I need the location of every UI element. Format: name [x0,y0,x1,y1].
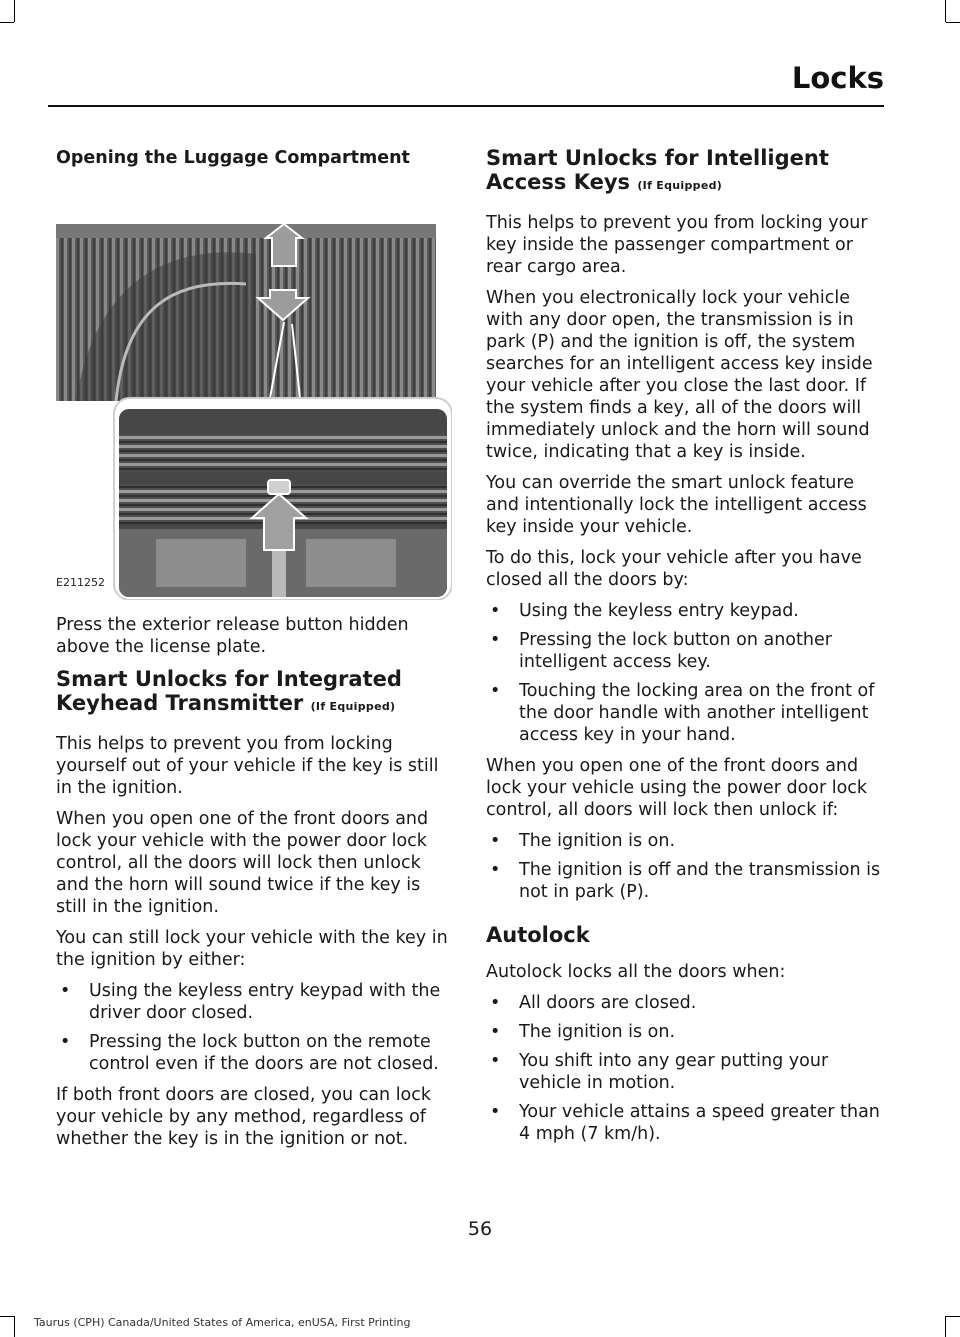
list-item: • Pressing the lock button on another intelligent access key. [486,629,882,673]
list-item: • Using the keyless entry keypad with the driver door closed. [56,980,452,1024]
crop-mark [946,22,960,23]
section-heading-intelligent [486,146,882,198]
section-heading-autolock: Autolock [486,923,590,947]
page-title: Locks [791,61,884,95]
left-column [56,146,452,1159]
paragraph: Autolock locks all the doors when: [486,962,786,982]
list-item: • All doors are closed. [486,992,882,1014]
heading-text: Smart Unlocks for Intelligent Access Keys [486,146,829,194]
paragraph: To do this, lock your vehicle after you have closed all the doors by: [486,548,862,590]
bullet-list [486,830,882,903]
if-equipped-tag: (If Equipped) [637,179,723,192]
figure-title: Opening the Luggage Compartment [56,148,410,168]
crop-mark [14,1316,15,1337]
heading-text: Smart Unlocks for Integrated Keyhead Transmitter [56,667,402,715]
paragraph: If both front doors are closed, you can lock your vehicle by any method, regardless of whether the key is in the ignition or not. [56,1085,432,1149]
paragraph: When you electronically lock your vehicle with any door open, the transmission is in park (P) and the ignition is off, the system searches for an intelligent access key inside your vehicle after you close the last door. If the system finds a key, all of the doors will immediately unlock and the horn will sound twice, indicating that a key is inside. [486,288,873,462]
crop-mark [946,1316,960,1317]
trunk-release-diagram [56,184,452,600]
list-item: • Your vehicle attains a speed greater than 4 mph (7 km/h). [486,1101,882,1145]
crop-mark [945,0,946,22]
paragraph: You can still lock your vehicle with the key in the ignition by either: [56,928,448,970]
list-item: • The ignition is on. [486,1021,882,1043]
bullet-list [56,980,452,1075]
crop-mark [945,1316,946,1337]
paragraph: You can override the smart unlock feature and intentionally lock the intelligent access key inside your vehicle. [486,473,867,537]
crop-mark [0,1316,14,1317]
release-instruction: Press the exterior release button hidden above the license plate. [56,615,409,657]
list-item: • The ignition is on. [486,830,882,852]
document-footer: Taurus (CPH) Canada/United States of America, enUSA, First Printing [34,1316,411,1329]
crop-mark [14,0,15,22]
luggage-compartment-illustration [56,184,452,600]
bullet-list [486,992,882,1145]
paragraph: When you open one of the front doors and lock your vehicle with the power door lock control, all the doors will lock then unlock and the horn will sound twice if the key is still in the ignition. [56,809,429,917]
list-item: • The ignition is off and the transmission is not in park (P). [486,859,882,903]
paragraph: This helps to prevent you from locking your key inside the passenger compartment or rear cargo area. [486,213,868,277]
bullet-list [486,600,882,746]
right-column [486,146,882,1154]
list-item: • Touching the locking area on the front of the door handle with another intelligent access key in your hand. [486,680,882,746]
if-equipped-tag: (If Equipped) [310,700,396,713]
list-item: • Using the keyless entry keypad. [486,600,882,622]
header-divider [48,105,884,107]
page-header [48,58,884,98]
list-item: • You shift into any gear putting your vehicle in motion. [486,1050,882,1094]
section-heading-integrated [56,667,452,719]
page-number: 56 [467,1218,493,1240]
crop-mark [0,22,14,23]
paragraph: This helps to prevent you from locking yourself out of your vehicle if the key is still in the ignition. [56,734,439,798]
figure-code: E211252 [56,576,105,589]
list-item: • Pressing the lock button on the remote control even if the doors are not closed. [56,1031,452,1075]
paragraph: When you open one of the front doors and lock your vehicle using the power door lock control, all doors will lock then unlock if: [486,756,868,820]
